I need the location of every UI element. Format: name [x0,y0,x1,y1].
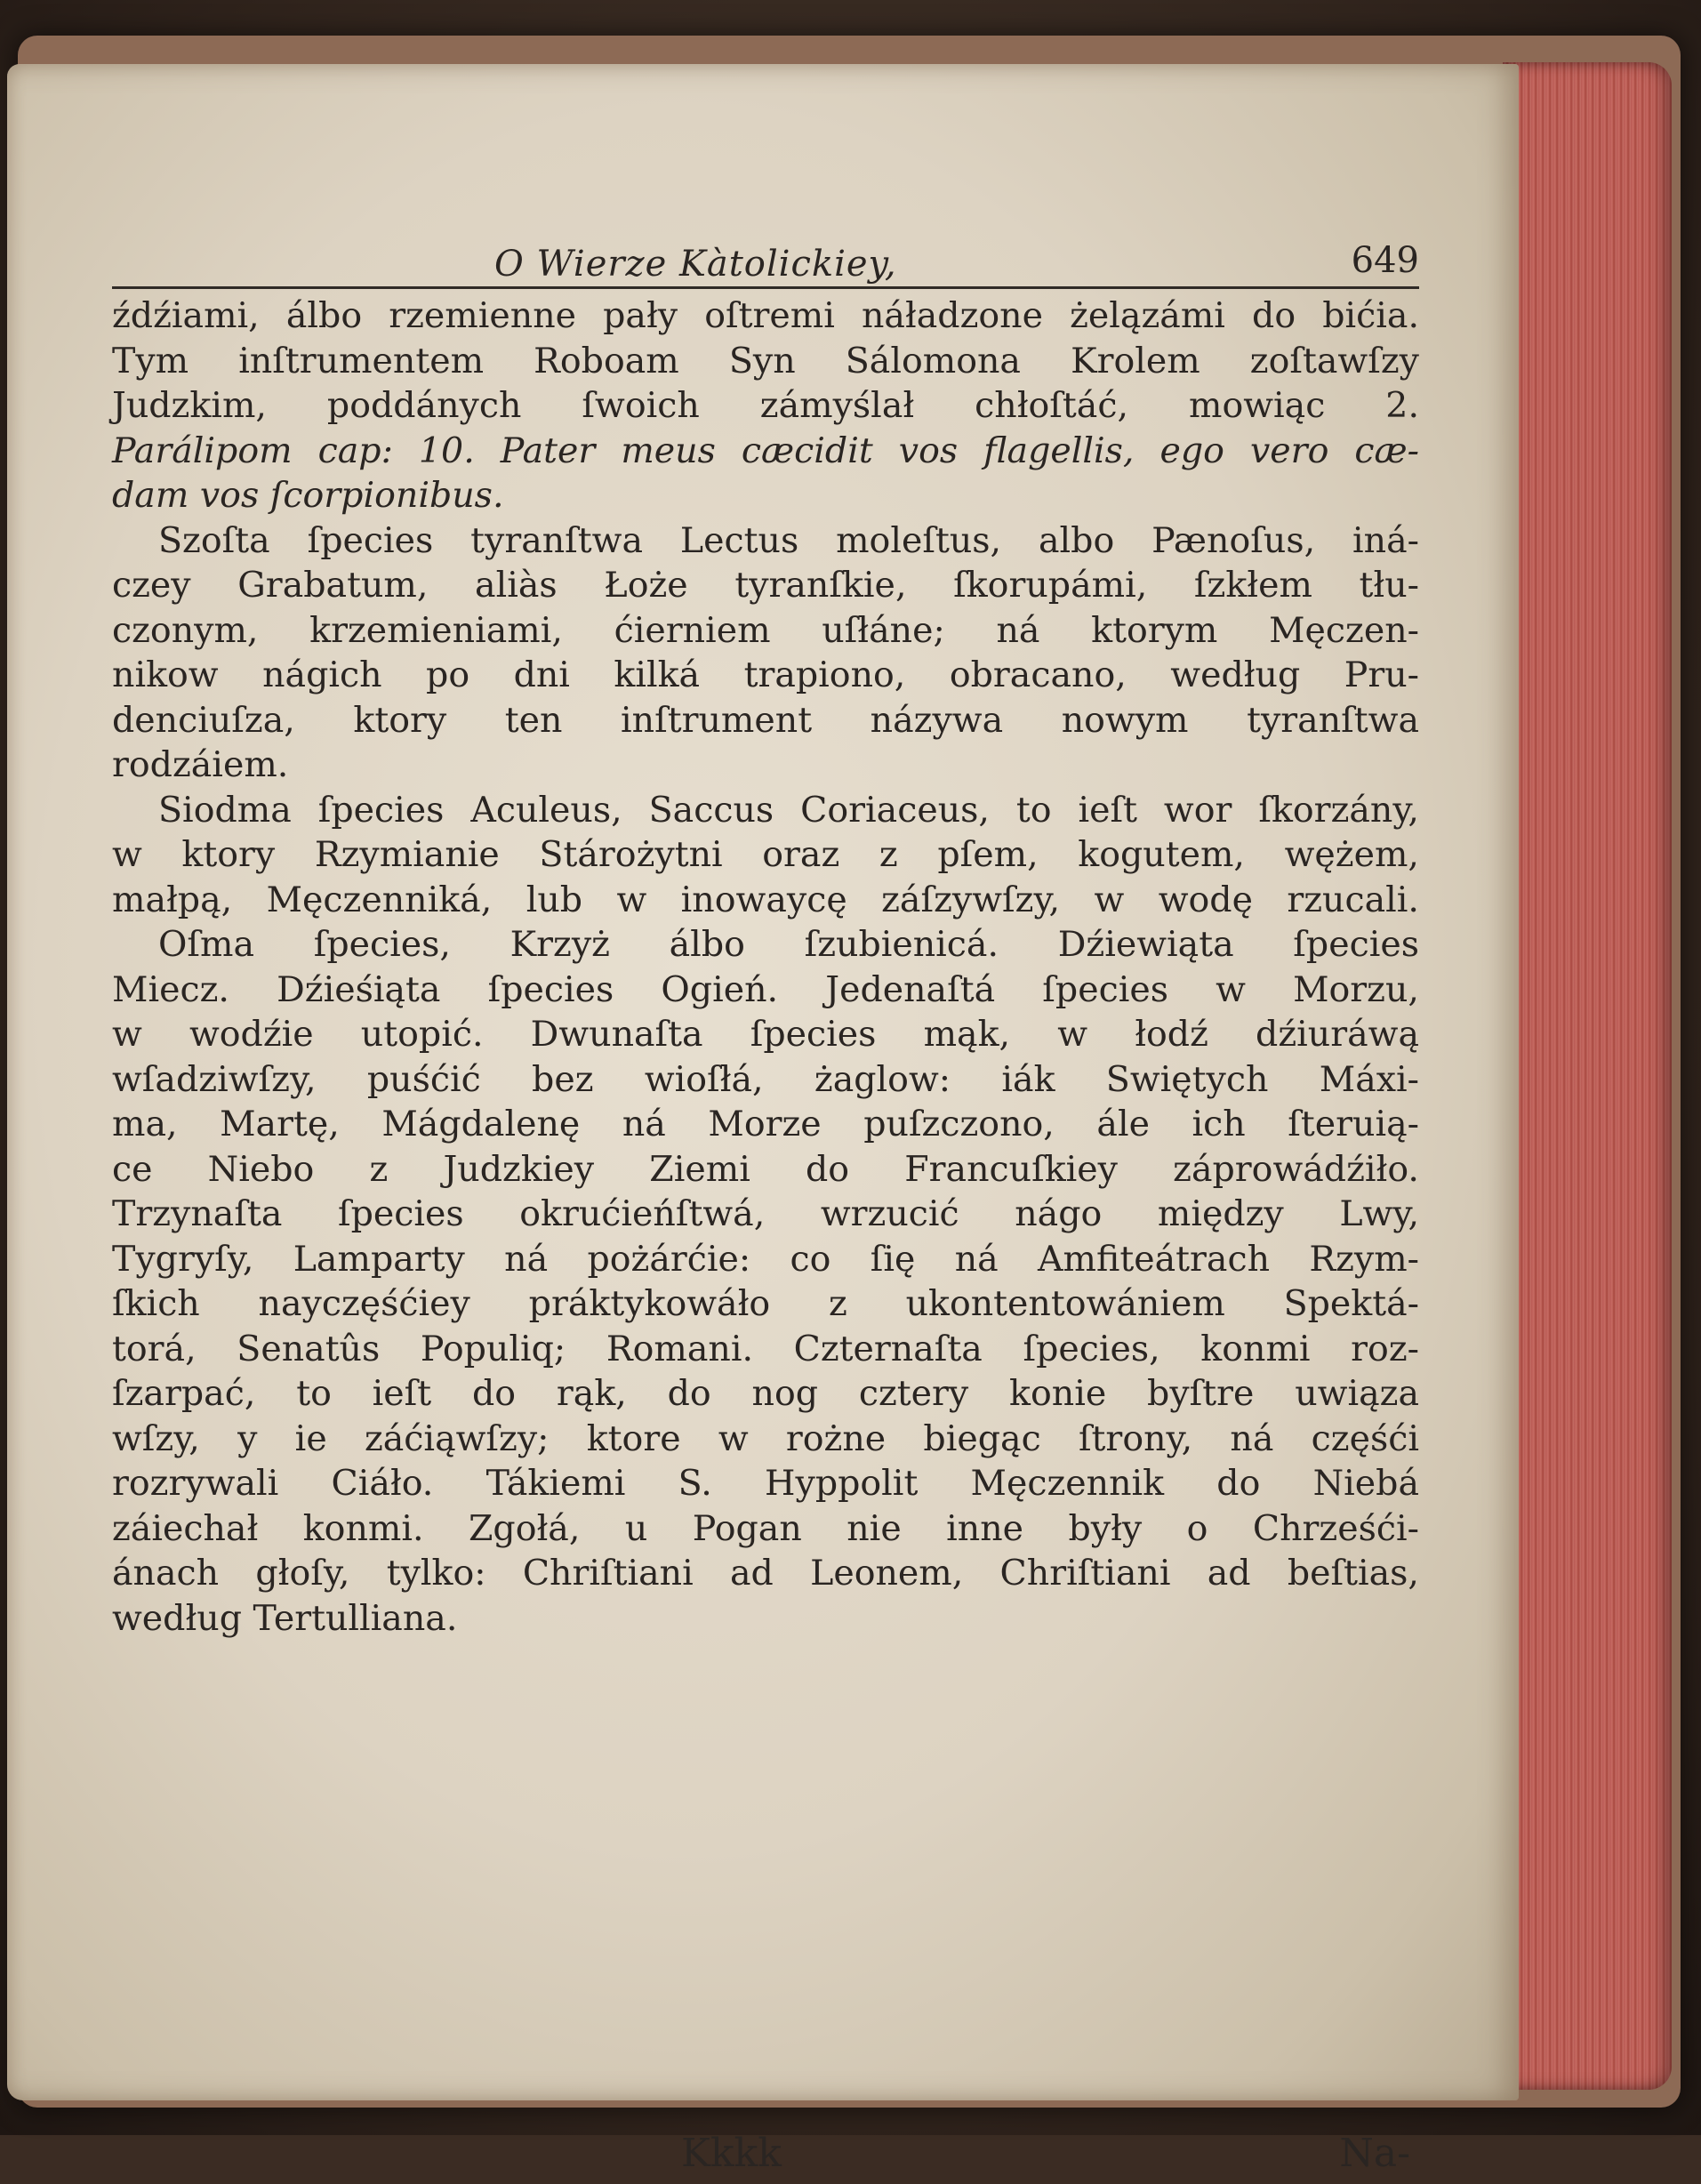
text-line: Oſma ſpecies, Krzyż álbo ſzubienicá. Dźiewiąta ſpecies [158,924,1419,965]
text-line: czonym, krzemieniami, ćierniem uſłáne; ná ktorym Męczen- [112,609,1419,651]
text-line: ſkich nayczęśćiey práktykowáło z ukontentowániem Spektá- [112,1283,1419,1324]
text-line: záiechał konmi. Zgołá, u Pogan nie inne były o Chrześći- [112,1507,1419,1549]
text-line: w ktory Rzymianie Stárożytni oraz z pſem, kogutem, wężem, [112,834,1419,875]
text-line: dam vos ſcorpionibus. [112,475,504,516]
header-rule [112,286,1419,289]
page-content [112,238,1419,2176]
text-line: rodzáiem. [112,744,289,785]
text-line: małpą, Męczenniká, lub w inowaycę záſzywſzy, w wodę rzucali. [112,879,1419,920]
text-line: Judzkim, poddánych ſwoich zámyślał chłoſtáć, mowiąc 2. [112,385,1419,426]
text-line: wſzy, y ie záćiąwſzy; ktore w rożne biegąc ſtrony, ná częśći [112,1417,1419,1459]
text-line: ce Niebo z Judzkiey Ziemi do Francuſkiey záprowádźiło. [112,1148,1419,1190]
text-line: denciuſza, ktory ten inſtrument názywa nowym tyranſtwa [112,699,1419,741]
text-line: źdźiami, álbo rzemienne pały oſtremi náładzone żelązámi do bićia. [112,295,1419,336]
running-head [112,238,1419,288]
text-line: ma, Martę, Mágdalenę ná Morze puſzczono, ále ich ſteruią- [112,1104,1419,1144]
catchword: Na- [1339,2131,1410,2176]
text-line: Siodma ſpecies Aculeus, Saccus Coriaceus, to ieſt wor ſkorzány, [158,789,1419,831]
text-line: Tym inſtrumentem Roboam Syn Sálomona Krolem zoſtawſzy [112,340,1419,381]
text-line: ſzarpać, to ieſt do rąk, do nog cztery konie byſtre uwiąza [112,1373,1419,1414]
page-number: 649 [1351,240,1419,281]
text-line: Parálipom cap: 10. Pater meus cæcidit vos flagellis, ego vero cæ- [112,430,1419,471]
text-line: rozrywali Ciáło. Tákiemi S. Hyppolit Męczennik do Niebá [112,1463,1419,1504]
text-line: wſadziwſzy, puśćić bez wioſłá, żaglow: iák Swiętych Máxi- [112,1058,1419,1100]
text-line: torá, Senatûs Populiq; Romani. Czternaſta ſpecies, konmi roz- [112,1328,1419,1369]
text-line: czey Grabatum, aliàs Łoże tyranſkie, ſkorupámi, ſzkłem tłu- [112,565,1419,606]
running-head-title: O Wierze Kàtolickiey, [494,244,897,285]
text-line: według Tertulliana. [112,1597,458,1639]
body-text [112,293,1419,1641]
text-line: Szoſta ſpecies tyranſtwa Lectus moleſtus, albo Pænoſus, iná- [158,519,1419,561]
text-line: Trzynaſta ſpecies okrućieńſtwá, wrzucić nágo między Lwy, [112,1193,1419,1234]
book-page [7,64,1519,2176]
page-footer [112,2131,1419,2184]
text-line: Tygryſy, Lamparty ná pożárćie: co ſię ná Amfiteátrach Rzym- [112,1238,1419,1280]
text-line: nikow nágich po dni kilká trapiono, obracano, według Pru- [112,654,1419,695]
page-edges [1503,62,1672,2090]
text-line: ánach głoſy, tylko: Chriſtiani ad Leonem, Chriſtiani ad beſtias, [112,1553,1419,1594]
text-line: Miecz. Dźieśiąta ſpecies Ogień. Jedenaſtá ſpecies w Morzu, [112,968,1419,1010]
signature-mark: Kkkk [681,2131,782,2176]
text-line: w wodźie utopić. Dwunaſta ſpecies mąk, w łodź dźiuráwą [112,1014,1419,1055]
